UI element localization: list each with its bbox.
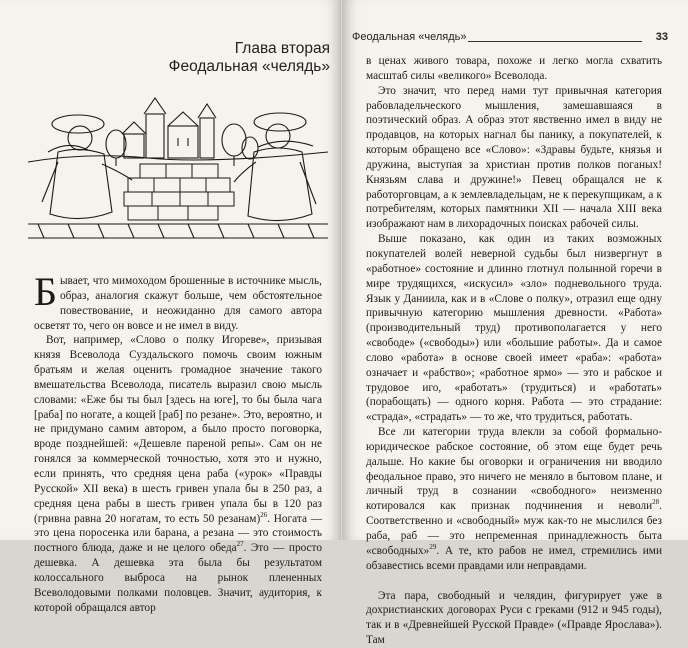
left-body-text xyxy=(34,269,322,615)
footnote-ref[interactable]: 29 xyxy=(429,543,437,552)
paragraph-text: Все ли категории труда влекли за собой формально-юридическое рабское состояние, об этом еще будет речь дальше. Но какие бы оговорки и ограничения ни вводило феодальное право, это ничего не меняло в бытовом плане, и личный труд в сознании «свободного» неизменно котировался как признак подчинения и неволи xyxy=(366,426,662,513)
paragraph: Это значит, что перед нами тут привычная категория рабовладельческого мышления, замешавшаяся в поэтический образ. А образ этот явственно имел в виду не продавцов, на которых нагнал бы панику, а покупателей, к которым обращено все «Слово»: «Здравы будьте, князья и дружина, выступая за христиан против полков поганых! Князьям слава и дружине!» Певец обращался не к работорговцам, а к землевладельцам, не к перекупщикам, а к потребителям, которых памятники XII — начала XIII века изображают нам в лихорадочных поисках рабочей силы. xyxy=(366,84,662,231)
paragraph xyxy=(366,425,662,573)
right-page xyxy=(342,0,688,647)
left-page xyxy=(0,0,342,614)
footnote-ref[interactable]: 28 xyxy=(652,498,660,507)
medieval-scene-illustration-icon xyxy=(28,92,328,242)
drop-cap: Б xyxy=(34,269,57,314)
paragraph: в ценах живого товара, похоже и легко могла схватить масштаб силы «великого» Всеволода. xyxy=(366,55,662,82)
footnote-ref[interactable]: 26 xyxy=(260,510,268,519)
footnote-ref[interactable]: 27 xyxy=(236,540,244,549)
paragraph: Эта пара, свободный и челядин, фигурирует уже в дохристианских договорах Руси с греками (912 и 945 годы), так и в «Древнейшей Русской Правде» («Правде Ярослава»). Там xyxy=(366,589,662,647)
paragraph-text: . А те, кто рабов не имел, стремились ими обзавестись всеми правдами или неправдами. xyxy=(366,544,662,572)
running-head xyxy=(352,31,668,45)
paragraph-text: Вот, например, «Слово о полку Игореве», призывая князя Всеволода Суздальского помочь своим южным братьям и желая оценить громадное значение такого вмешательства Всеволода, писатель выразил свою мысль словами: «Еже бы ты был [здесь на юге], то бы была чага [раба] по ногате, а кощей [раб] по резане». Это, вероятно, и не придумано самим автором, а было просто поговорка, вроде позднейшей: «Дешевле пареной репы». Сам он не гонялся за коммерческой точностью, хотя это и нужно, если принять, что средняя цена раба («урок» «Правды Русской» XII века) в шесть гривен упала бы в 250 раз, а средняя цена рабы в шесть гривен упала бы в 120 раз (гривна равна 20 ногатам, то есть 50 резанам) xyxy=(34,334,322,525)
page-number: 33 xyxy=(655,31,668,43)
chapter-title xyxy=(150,40,330,76)
right-body-text xyxy=(366,54,662,648)
chapter-number: Глава вторая xyxy=(234,40,330,57)
paragraph-text: . Это — просто дешевка. А дешевка эта была бы результатом колоссального выброса на рынок плененных Всеволодовыми полками половцев. Значит, аудитория, к которой обращался автор xyxy=(34,542,322,614)
paragraph: Вот, например, «Слово о полку Игореве», призывая князя Всеволода Суздальского помочь своим южным братьям и желая оценить громадное значение такого вмешательства Всеволода, писатель выразил свою мысль словами: «Еже бы ты был [здесь на юге], то бы была чага [раба] по ногате, а кощей [раб] по резане». Это, вероятно, и не придумано самим автором, а было просто поговорка, вроде позднейшей: «Дешевле пареной репы». Сам он не гонялся за коммерческой точностью, хотя это и нужно, если принять, что средняя цена раба («урок» «Правды Русской» XII века) в шесть гривен упала бы в 250 раз, а средняя цена рабы в шесть гривен упала бы в 120 раз (гривна равна 20 ногатам, то есть 50 резанам)$^{26}$. Ногата — это цена поросенка или барана, а резана — это стоимость постного блюда, даже и не целого обеда$^{27}$. Это — просто дешевка. А дешевка эта была бы результатом колоссального выброса на рынок плененных Всеволодовыми полками половцев. Значит, аудитория, к которой обращался автор xyxy=(34,334,322,614)
paragraph: Выше показано, как один из таких возможных покупателей волей неверной судьбы был низвергнут в «работное» состояние и длинно глотнул полынной горечи в мире трудящихся, «искусил» «зло» подневольного труда. Язык у Даниила, как и в «Слове о полку», отразил еще одну привычную категорию мышления древности. «Работа» (производительный труд) противополагается у него «свободе» («свободы») или «большие работы». Да и самое слово «работа» в основе своей имеет «раба»: «работа» означает и «рабство»; «работное ярмо» — это и рабское и трудовое иго, «работать» (трудиться) и «работать» (порабощать) — одного корня. Работа — это страдание: «страда», «страдать» — то же, что трудиться, работать. xyxy=(366,233,662,424)
paragraph-text: ывает, что мимоходом брошенные в источнике мысль, образ, аналогия скажут больше, чем обстоятельное повествование, и неожиданно для самого автора осветят то, чего он вовсе и не имел в виду. xyxy=(34,275,322,332)
running-head-title: Феодальная «челядь» xyxy=(352,31,467,43)
paragraph xyxy=(34,269,322,333)
running-head-rule xyxy=(468,41,642,42)
paragraph-text: . Соответственно и «свободный» муж как-то не мыслился без раба, раб — это непременная принадлежность быта «свободных» xyxy=(366,500,662,557)
paragraph-text: Ногата — это цена поросенка или барана, а резана — это стоимость постного блюда, даже и не целого обеда xyxy=(34,512,322,555)
chapter-name: Феодальная «челядь» xyxy=(168,58,330,75)
